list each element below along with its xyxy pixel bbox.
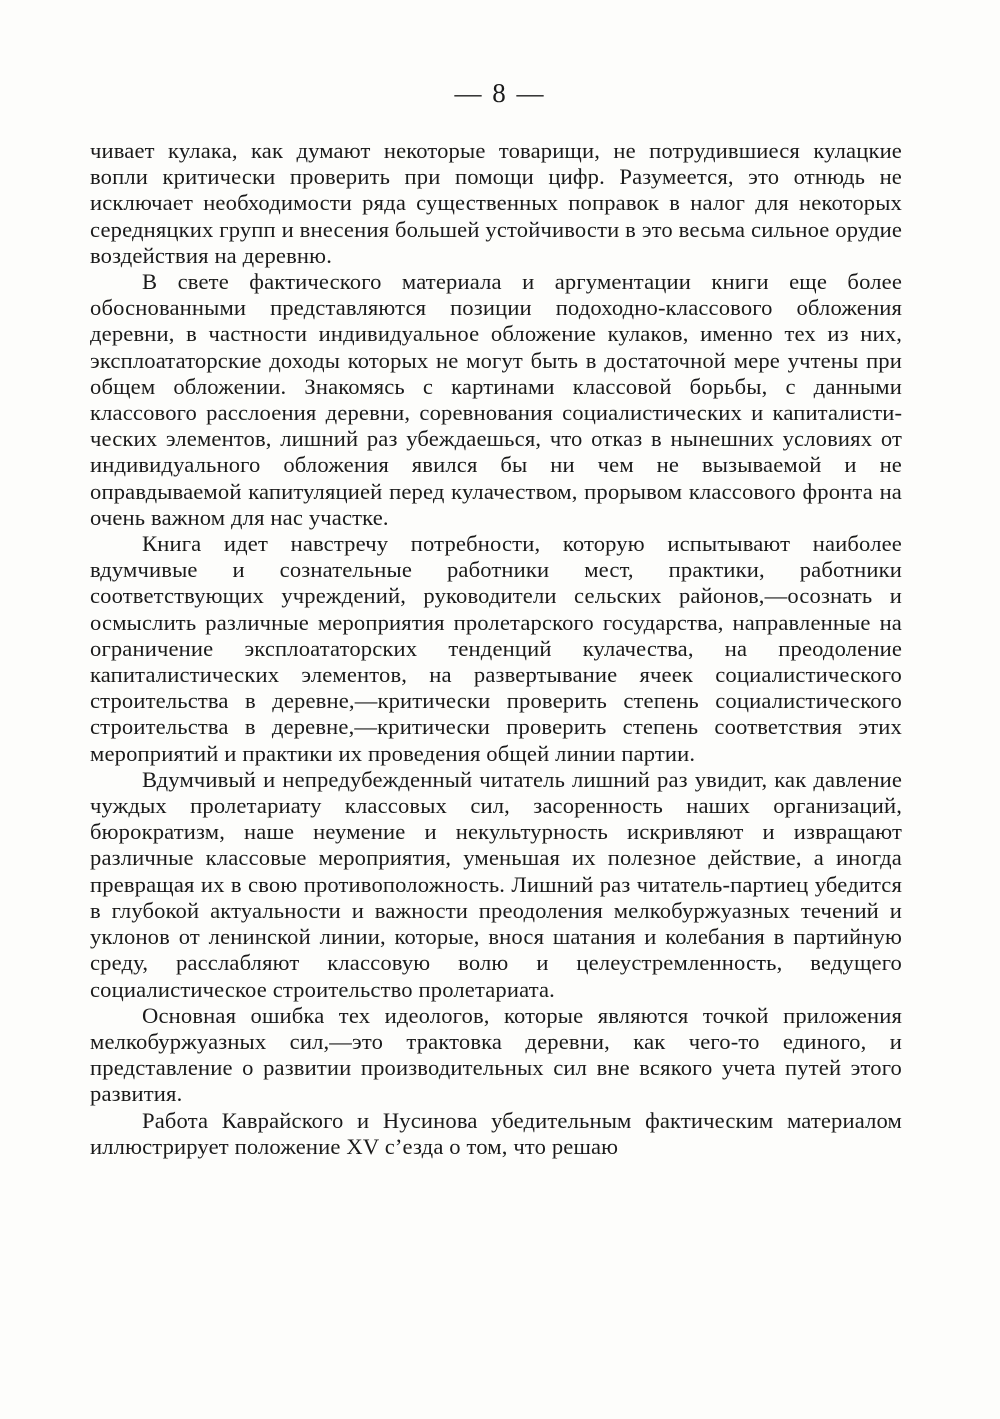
text-body — [90, 138, 902, 1160]
paragraph: В свете фактического материала и аргументации книги еще более обоснованными представляются позиции подоходно-классового обложения деревни, в частности индивидуальное обложение кулаков, именно тех из них, эксплоататорские доходы которых не могут быть в достаточной мере учтены при общем обложении. Знакомясь с картинами классовой борьбы, с данными классового расслоения деревни, соревнования социалистических и капиталистических элементов, лишний раз убеждаешься, что отказ в нынешних условиях от индивидуального обложения явился бы ни чем не вызываемой и не оправдываемой капитуляцией перед кулачеством, прорывом классового фронта на очень важном для нас участке. — [90, 269, 902, 530]
paragraph: Работа Каврайского и Нусинова убедительным фактическим материалом иллюстрирует положение XV с’езда о том, что решаю — [90, 1107, 902, 1159]
paragraph: Книга идет навстречу потребности, которую испытывают наиболее вдумчивые и сознательные работники мест, практики, работники соответствующих учреждений, руководители сельских районов,—осознать и осмыслить различные мероприятия пролетарского государства, направленные на ограничение эксплоататорских тенденций кулачества, на преодоление капиталистических элементов, на развертывание ячеек социалистического строительства в деревне,—критически проверить степень социалистического строительства в деревне,—критически проверить степень соответствия этих мероприятий и практики их проведения общей линии партии. — [90, 531, 902, 766]
page-number: — 8 — — [454, 78, 546, 108]
paragraph: Вдумчивый и непредубежденный читатель лишний раз увидит, как давление чуждых пролетариату классовых сил, засоренность наших организаций, бюрократизм, наше неумение и некультурность искривляют и извращают различные классовые мероприятия, уменьшая их полезное действие, а иногда превращая их в свою противоположность. Лишний раз читатель-партиец убедится в глубокой актуальности и важности преодоления мелкобуржуазных течений и уклонов от ленинской линии, которые, внося шатания и колебания в партийную среду, расслабляют классовую волю и целеустремленность, ведущего социалистическое строительство пролетариата. — [90, 766, 902, 1002]
paragraph: Основная ошибка тех идеологов, которые являются точкой приложения мелкобуржуазных сил,—это трактовка деревни, как чего-то единого, и представление о развитии производительных сил вне всякого учета путей этого развития. — [90, 1002, 902, 1107]
paragraph-continuation: чивает кулака, как думают некоторые товарищи, не потрудившиеся кулацкие вопли критически проверить при помощи цифр. Разумеется, это отнюдь не исключает необходимости ряда существенных поправок в налог для некоторых середняцких групп и внесения большей устойчивости в это весьма сильное орудие воздействия на деревню. — [90, 138, 902, 268]
